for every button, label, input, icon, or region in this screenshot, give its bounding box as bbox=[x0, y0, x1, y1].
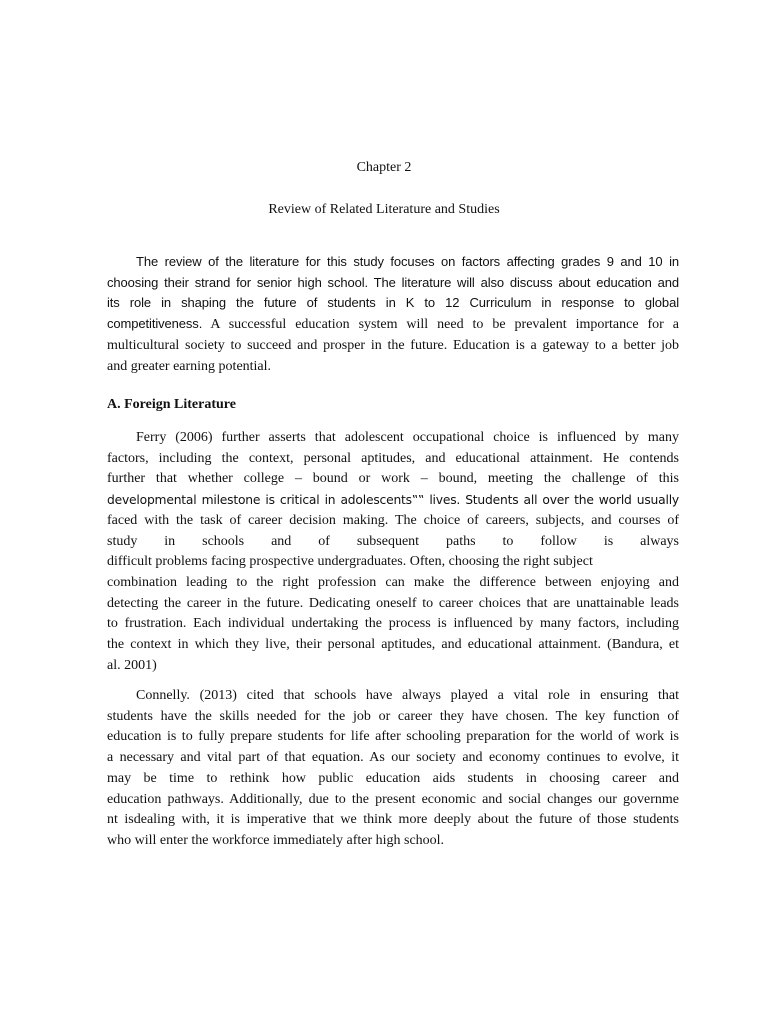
intro-line-fragment: competitiveness. bbox=[107, 316, 203, 332]
intro-line: choosing their strand for senior high school. The literature will also discuss about education and bbox=[107, 274, 679, 290]
intro-line: The review of the literature for this study focuses on factors affecting grades 9 and 10 in bbox=[136, 254, 679, 269]
ferry-line: detecting the career in the future. Dedicating oneself to career choices that are unattainable leads bbox=[107, 595, 679, 611]
ferry-line: further that whether college – bound or work – bound, meeting the challenge of this bbox=[107, 471, 679, 487]
connelly-line: education is to fully prepare students for life after schooling preparation for the world of work is bbox=[107, 729, 679, 745]
connelly-line: who will enter the workforce immediately after high school. bbox=[107, 832, 445, 848]
ferry-line: al. 2001) bbox=[107, 657, 157, 673]
ferry-line: factors, including the context, personal aptitudes, and educational attainment. He contends bbox=[107, 450, 679, 466]
section-heading-foreign-literature: A. Foreign Literature bbox=[107, 397, 236, 412]
ferry-line: difficult problems facing prospective undergraduates. Often, choosing the right subject bbox=[107, 554, 593, 570]
ferry-line: Ferry (2006) further asserts that adolescent occupational choice is influenced by many bbox=[136, 430, 679, 445]
connelly-line: Connelly. (2013) cited that schools have always played a vital role in ensuring that bbox=[136, 688, 679, 703]
connelly-line: students have the skills needed for the job or career they have chosen. The key function of bbox=[107, 708, 679, 724]
ferry-line: developmental milestone is critical in adolescents‟‟ lives. Students all over the world usually bbox=[107, 493, 679, 508]
intro-line: and greater earning potential. bbox=[107, 358, 272, 374]
intro-paragraph bbox=[107, 252, 679, 377]
intro-line: its role in shaping the future of students in K to 12 Curriculum in response to global bbox=[107, 295, 679, 311]
connelly-line: education pathways. Additionally, due to the present economic and social changes our governme bbox=[107, 791, 679, 807]
ferry-line: to frustration. Each individual undertaking the process is influenced by many factors, including bbox=[107, 616, 679, 632]
intro-line: multicultural society to succeed and prosper in the future. Education is a gateway to a better job bbox=[107, 337, 679, 353]
connelly-line: a necessary and vital part of that equation. As our society and economy continues to evolve, it bbox=[107, 750, 679, 766]
connelly-line: nt isdealing with, it is imperative that we think more deeply about the future of those students bbox=[107, 812, 679, 828]
connelly-line: may be time to rethink how public education aids students in choosing career and bbox=[107, 770, 679, 786]
ferry-line: study in schools and of subsequent paths to follow is always bbox=[107, 533, 679, 549]
ferry-line: faced with the task of career decision making. The choice of careers, subjects, and courses of bbox=[107, 512, 679, 528]
ferry-paragraph bbox=[107, 428, 679, 676]
intro-line-mixed bbox=[107, 314, 679, 336]
intro-line-fragment: A successful education system will need to be prevalent importance for a bbox=[210, 317, 679, 333]
ferry-line: combination leading to the right profession can make the difference between enjoying and bbox=[107, 574, 679, 590]
connelly-paragraph bbox=[107, 686, 679, 852]
chapter-title: Review of Related Literature and Studies bbox=[268, 202, 500, 217]
chapter-label: Chapter 2 bbox=[356, 160, 412, 175]
ferry-line: the context in which they live, their personal aptitudes, and educational attainment. (Bandura, et bbox=[107, 637, 679, 653]
